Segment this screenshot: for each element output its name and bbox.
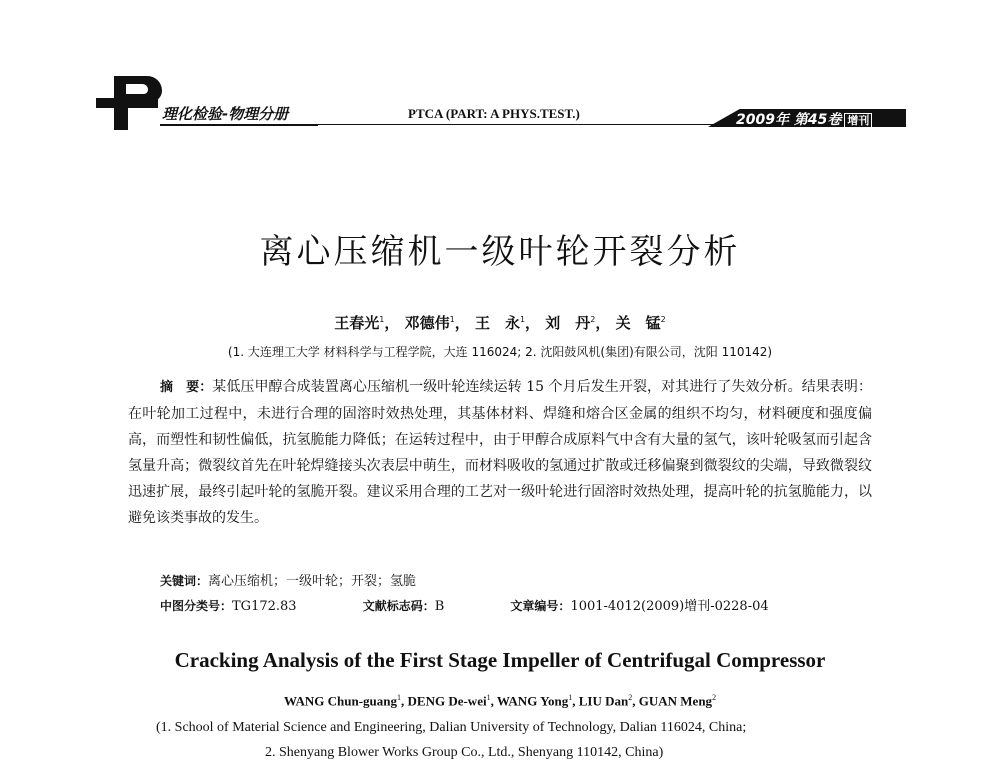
article-number: [510, 599, 768, 614]
author-cn: 王 永: [474, 314, 520, 332]
author-cn: 刘 丹: [545, 314, 591, 332]
author-affiliation-mark: 1: [486, 693, 491, 702]
affiliation-en-line1: (1. School of Material Science and Engineering, Dalian University of Technology, Dalian 116024, China;: [156, 720, 747, 735]
clc-label: 中图分类号：: [160, 599, 233, 613]
author-en: DENG De-wei: [407, 693, 487, 709]
year-issue: [736, 109, 872, 129]
journal-name-en: PTCA (PART: A PHYS.TEST.): [408, 106, 580, 121]
doc-code-value: B: [434, 599, 445, 614]
author-list-en: WANG Chun-guang$^1$, DENG De-wei$^1$, WANG Yong$^1$, LIU Dan$^2$, GUAN Meng$^2$: [283, 693, 717, 709]
keywords-row: [160, 570, 416, 589]
author-en: WANG Yong: [496, 693, 569, 709]
keywords-text: 离心压缩机；一级叶轮；开裂；氢脆: [208, 574, 417, 589]
affiliation-en-line2: 2. Shenyang Blower Works Group Co., Ltd., Shenyang 110142, China): [265, 745, 664, 760]
paper-title-en: Cracking Analysis of the First Stage Impeller of Centrifugal Compressor: [174, 648, 826, 672]
journal-logo-icon: [96, 76, 166, 130]
page-header: [0, 0, 1000, 140]
supplement-badge: 增刊: [844, 113, 872, 129]
abstract-text: 某低压甲醇合成装置离心压缩机一级叶轮连续运转 15 个月后发生开裂，对其进行了失效分析。结果表明：在叶轮加工过程中，未进行合理的固溶时效热处理，其基体材料、焊缝和熔合区金属的组织不均匀，材料硬度和强度偏高，而塑性和韧性偏低，抗氢脆能力降低；在运转过程中，由于甲醇合成原料气中含有大量的氢气，该叶轮吸氢而引起含氢量升高；微裂纹首先在叶轮焊缝接头次表层中萌生，而材料吸收的氢通过扩散或迁移偏聚到微裂纹的尖端，导致微裂纹迅速扩展，最终引起叶轮的氢脆开裂。建议采用合理的工艺对一级叶轮进行固溶时效热处理，提高叶轮的抗氢脆能力，以避免该类事故的发生。: [128, 379, 872, 526]
author-affiliation-mark: 2: [660, 315, 666, 324]
author-list-cn: 王春光$^1$， 邓德伟$^1$， 王 永$^1$， 刘 丹$^2$， 关 锰$^2$: [334, 314, 666, 332]
author-affiliation-mark: 1: [449, 315, 455, 324]
author-cn: 关 锰: [615, 314, 661, 332]
abstract-cn: [128, 374, 872, 531]
author-en: WANG Chun-guang: [283, 693, 398, 709]
author-affiliation-mark: 1: [397, 693, 402, 702]
doc-code-label: 文献标志码：: [362, 599, 435, 613]
paper-title-cn: 离心压缩机一级叶轮开裂分析: [259, 232, 741, 272]
author-cn: 邓德伟: [404, 314, 450, 332]
article-number-label: 文章编号：: [510, 599, 571, 613]
author-cn: 王春光: [334, 314, 380, 332]
document-code: [363, 599, 445, 614]
author-affiliation-mark: 1: [568, 693, 573, 702]
author-en: LIU Dan: [578, 693, 629, 709]
keywords-label: 关键词：: [160, 574, 209, 588]
journal-name-cn: 理化检验-物理分册: [162, 105, 289, 123]
author-affiliation-mark: 2: [590, 315, 596, 324]
header-rule-thick: [160, 124, 318, 126]
affiliation-cn: (1. 大连理工大学 材料科学与工程学院，大连 116024; 2. 沈阳鼓风机(集团)有限公司，沈阳 110142): [227, 345, 773, 359]
abstract-label: 摘 要：: [160, 380, 213, 395]
clc-number: [160, 599, 297, 614]
author-affiliation-mark: 1: [379, 315, 385, 324]
author-en: GUAN Meng: [638, 693, 713, 709]
header-rule: [318, 124, 738, 125]
author-affiliation-mark: 2: [712, 693, 717, 702]
classification-row: [160, 595, 769, 614]
year-issue-text: 2009年 第45卷: [736, 112, 842, 128]
clc-value: TG172.83: [232, 599, 297, 614]
article-number-value: 1001-4012(2009)增刊-0228-04: [570, 599, 769, 614]
author-affiliation-mark: 1: [519, 315, 526, 324]
author-affiliation-mark: 2: [628, 693, 633, 702]
